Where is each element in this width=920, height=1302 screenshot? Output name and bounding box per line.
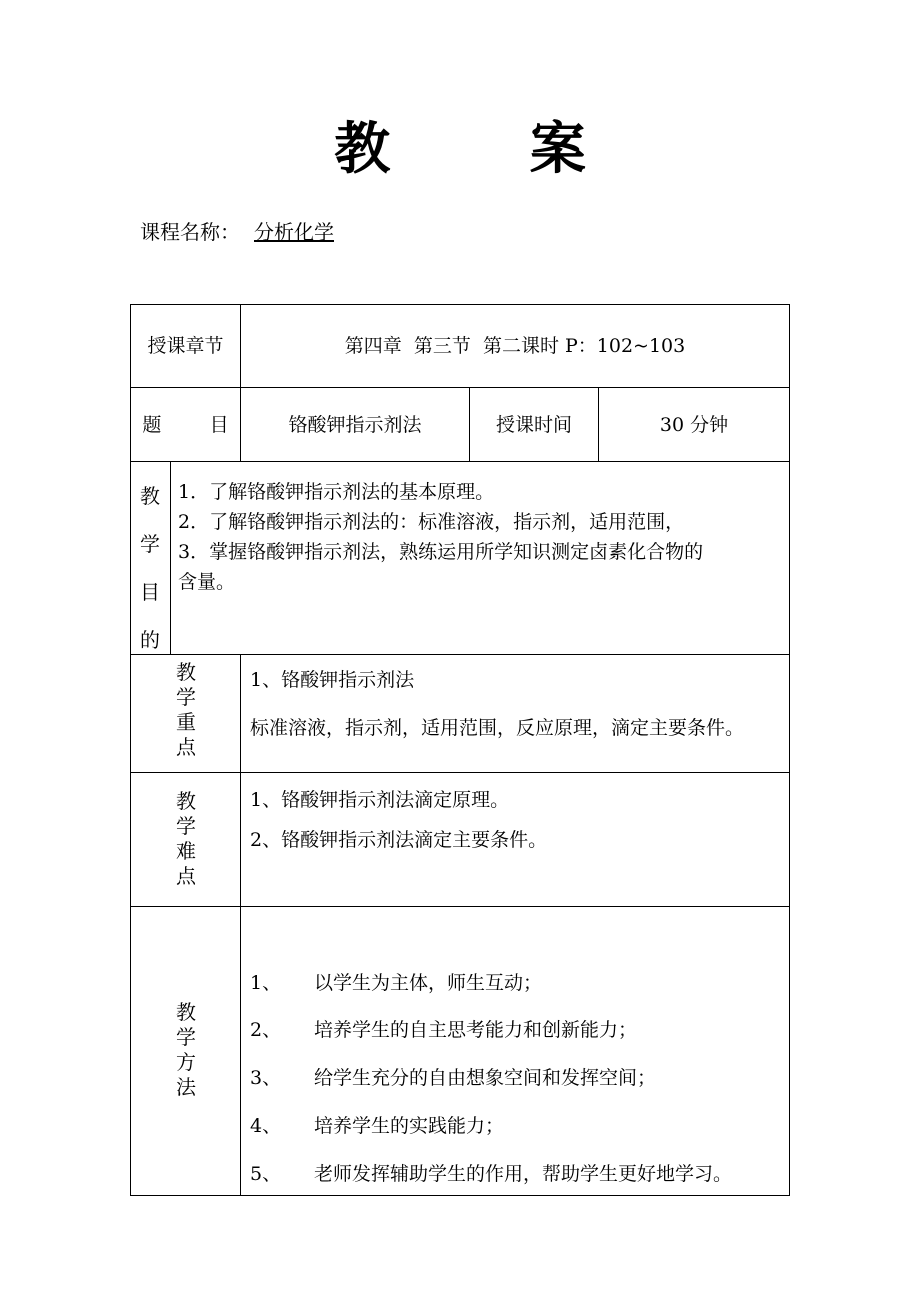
difficulties-label-char: 学 [176, 814, 196, 838]
difficulty-line: 2、铬酸钾指示剂法滴定主要条件。 [250, 829, 548, 851]
goals-label-char: 教 [140, 484, 160, 508]
key-points-label [174, 660, 198, 760]
row-divider [130, 906, 790, 907]
key-point-line: 1、铬酸钾指示剂法 [250, 669, 415, 691]
row-divider [130, 461, 790, 462]
goals-label-char: 目 [140, 580, 160, 604]
method-number: 2、 [250, 1019, 282, 1041]
col-divider [170, 461, 171, 654]
method-number: 4、 [250, 1115, 282, 1137]
methods-label [174, 1000, 198, 1100]
goal-line: 1．了解铬酸钾指示剂法的基本原理。 [178, 481, 495, 503]
methods-label-char: 方 [176, 1050, 196, 1074]
key-points-label-char: 重 [176, 710, 196, 734]
lesson-time-label: 授课时间 [495, 413, 572, 436]
method-text: 给学生充分的自由想象空间和发挥空间； [314, 1067, 657, 1089]
method-number: 1、 [250, 972, 282, 994]
methods-label-char: 学 [176, 1025, 196, 1049]
topic-label: 题 目 [142, 413, 229, 436]
col-divider [240, 654, 241, 1196]
course-name [140, 216, 346, 248]
row-divider [130, 654, 790, 655]
method-text: 培养学生的实践能力； [314, 1115, 505, 1137]
difficulties-label-char: 难 [176, 839, 196, 863]
key-point-line: 标准溶液，指示剂，适用范围，反应原理，滴定主要条件。 [250, 717, 745, 739]
key-points-label-char: 学 [176, 685, 196, 709]
difficulties-label-char: 点 [176, 864, 196, 888]
goal-line: 3．掌握铬酸钾指示剂法，熟练运用所学知识测定卤素化合物的 [178, 541, 704, 563]
difficulties-label-char: 教 [176, 789, 196, 813]
course-name-label: 课程名称： [140, 220, 240, 244]
method-number: 3、 [250, 1067, 282, 1089]
method-number: 5、 [250, 1163, 282, 1185]
chapter-value: 第四章 第三节 第二课时 P：102~103 [344, 335, 686, 357]
lesson-time-value: 30 分钟 [659, 413, 729, 436]
goals-label [138, 472, 162, 664]
difficulties-label [174, 789, 198, 889]
methods-label-char: 教 [176, 1000, 196, 1024]
method-text: 以学生为主体，师生互动； [314, 972, 543, 994]
goals-label-char: 学 [140, 532, 160, 556]
method-text: 老师发挥辅助学生的作用，帮助学生更好地学习。 [314, 1163, 733, 1185]
key-points-label-char: 点 [176, 735, 196, 759]
methods-label-char: 法 [176, 1075, 196, 1099]
page-title: 教 案 [334, 117, 646, 182]
row-divider [130, 772, 790, 773]
table-border-right [789, 304, 790, 1196]
table-border-bottom [130, 1195, 790, 1196]
difficulty-line: 1、铬酸钾指示剂法滴定原理。 [250, 789, 510, 811]
chapter-label: 授课章节 [147, 335, 224, 357]
key-points-label-char: 教 [176, 660, 196, 684]
course-name-value: 分析化学 [254, 220, 334, 244]
method-text: 培养学生的自主思考能力和创新能力； [314, 1019, 638, 1041]
goals-label-char: 的 [140, 628, 160, 652]
goal-line: 含量。 [178, 571, 236, 593]
topic-value: 铬酸钾指示剂法 [288, 413, 422, 436]
goal-line: 2．了解铬酸钾指示剂法的：标准溶液，指示剂，适用范围， [178, 511, 685, 533]
